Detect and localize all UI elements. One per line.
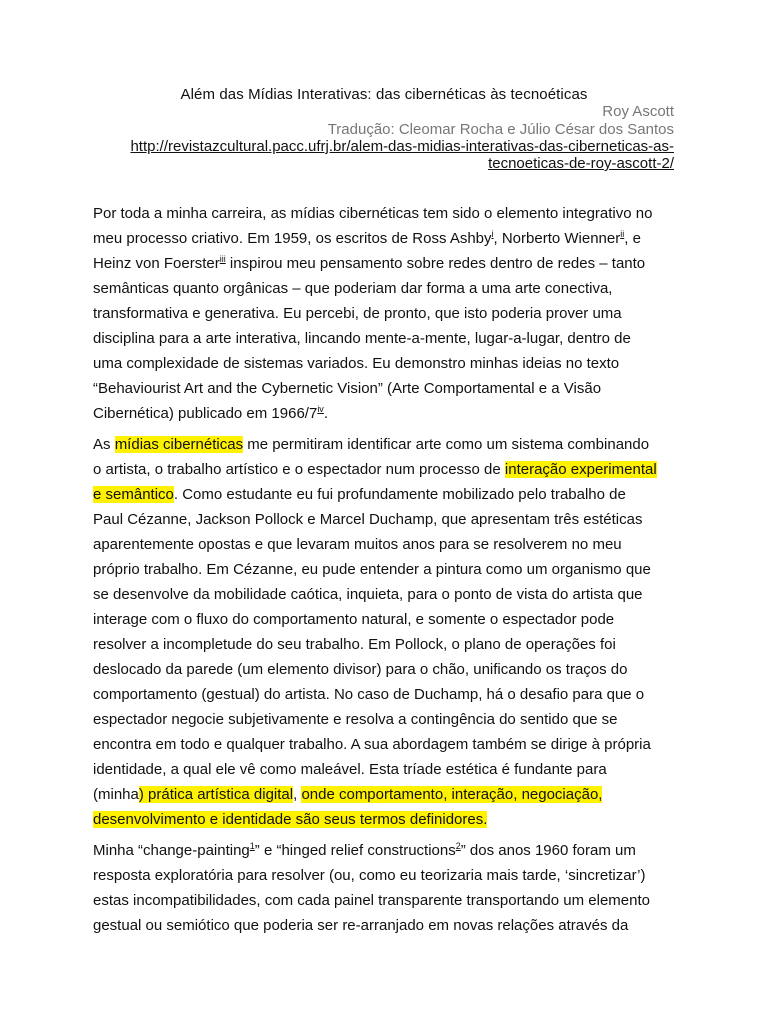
text-line: uma complexidade de sistemas variados. Eu demonstro minhas ideias no texto (93, 355, 620, 372)
text-line (93, 810, 683, 835)
text-line: gestual ou semiótico que poderia ser re-arranjado em novas relações através da (93, 917, 629, 934)
text-line: Heinz von Foerster$^{iii}$ inspirou meu pensamento sobre redes dentro de redes – tanto (93, 254, 646, 272)
highlighted-text: ) prática artística digital (138, 786, 294, 803)
document-title: Além das Mídias Interativas: das cibernéticas às tecnoéticas (180, 86, 588, 103)
text-line: resolver a incompletude do seu trabalho. Em Pollock, o plano de operações foi (93, 636, 616, 653)
text-line: se desenvolve da mobilidade caótica, inquieta, para o ponto de vista do artista que (93, 586, 643, 603)
footnote-ref[interactable]: 2 (455, 841, 461, 851)
text-line: semânticas quanto orgânicas – que poderiam dar forma a uma arte conectiva, (93, 280, 613, 297)
text-line: identidade, a qual ele vê como maleável. Esta tríade estética é fundante para (93, 761, 607, 778)
text-line: Paul Cézanne, Jackson Pollock e Marcel Duchamp, que apresentam três estéticas (93, 511, 643, 528)
text-line: (minha) prática artística digital, onde comportamento, interação, negociação, (93, 786, 603, 803)
highlighted-text: mídias cibernéticas (114, 436, 244, 453)
text-line: Por toda a minha carreira, as mídias cibernéticas tem sido o elemento integrativo no (93, 205, 653, 222)
text-line: Minha “change-painting$^1$” e “hinged relief constructions$^2$” dos anos 1960 foram um (93, 841, 636, 859)
footnote-ref[interactable]: iii (219, 254, 226, 264)
footnote-ref[interactable]: ii (620, 229, 625, 239)
text-line: transformativa e generativa. Eu percebi, de pronto, que isto poderia prover uma (93, 305, 622, 322)
text-line: Cibernética) publicado em 1966/7$^{iv}$. (93, 404, 328, 422)
paragraph-3 (93, 841, 683, 941)
text-line: o artista, o trabalho artístico e o espectador num processo de interação experimental (93, 461, 657, 478)
text-line: deslocado da parede (um elemento divisor) para o chão, unificando os traços do (93, 661, 628, 678)
document-body (93, 204, 683, 941)
text-line: estas incompatibilidades, com cada painel transparente transportando um elemento (93, 892, 650, 909)
text-line: encontra em todo e qualquer trabalho. A sua abordagem também se dirige à própria (93, 736, 651, 753)
text-line: comportamento (gestual) do artista. No caso de Duchamp, há o desafio para que o (93, 686, 645, 703)
highlighted-text: e semântico (93, 486, 174, 503)
footnote-ref[interactable]: i (491, 229, 494, 239)
source-link-line-2[interactable]: tecnoeticas-de-roy-ascott-2/ (488, 155, 674, 172)
text-line: aparentemente opostas e que levaram muitos anos para se resolverem no meu (93, 536, 622, 553)
text-line: meu processo criativo. Em 1959, os escritos de Ross Ashby$^i$, Norberto Wienner$^{ii}$, e (93, 229, 641, 247)
paragraph-1 (93, 204, 683, 429)
paragraph-2 (93, 435, 683, 835)
text-line: próprio trabalho. Em Cézanne, eu pude entender a pintura como um organismo que (93, 561, 651, 578)
text-line: espectador negocie subjetivamente e resolva a contingência do sentido que se (93, 711, 618, 728)
text-line: e semântico. Como estudante eu fui profundamente mobilizado pelo trabalho de (93, 486, 626, 503)
text-line: As mídias cibernéticas me permitiram identificar arte como um sistema combinando (93, 436, 650, 453)
text-line: interage com o fluxo do comportamento natural, e somente o espectador pode (93, 611, 615, 628)
text-line: disciplina para a arte interativa, lincando mente-a-mente, lugar-a-lugar, dentro de (93, 330, 631, 347)
translator-credit: Tradução: Cleomar Rocha e Júlio César dos Santos (327, 121, 674, 138)
author-name: Roy Ascott (602, 103, 674, 120)
footnote-ref[interactable]: 1 (249, 841, 255, 851)
highlighted-text: desenvolvimento e identidade são seus termos definidores. (93, 811, 488, 828)
source-link-line-1[interactable]: http://revistazcultural.pacc.ufrj.br/alem-das-midias-interativas-das-ciberneticas-as- (130, 138, 674, 155)
footnote-ref[interactable]: iv (317, 404, 324, 414)
text-line: resposta exploratória para resolver (ou, como eu teorizaria mais tarde, ‘sincretizar’) (93, 867, 646, 884)
text-line: “Behaviourist Art and the Cybernetic Vision” (Arte Comportamental e a Visão (93, 380, 602, 397)
highlighted-text: interação experimental (504, 461, 657, 478)
highlighted-text: onde comportamento, interação, negociação, (301, 786, 603, 803)
